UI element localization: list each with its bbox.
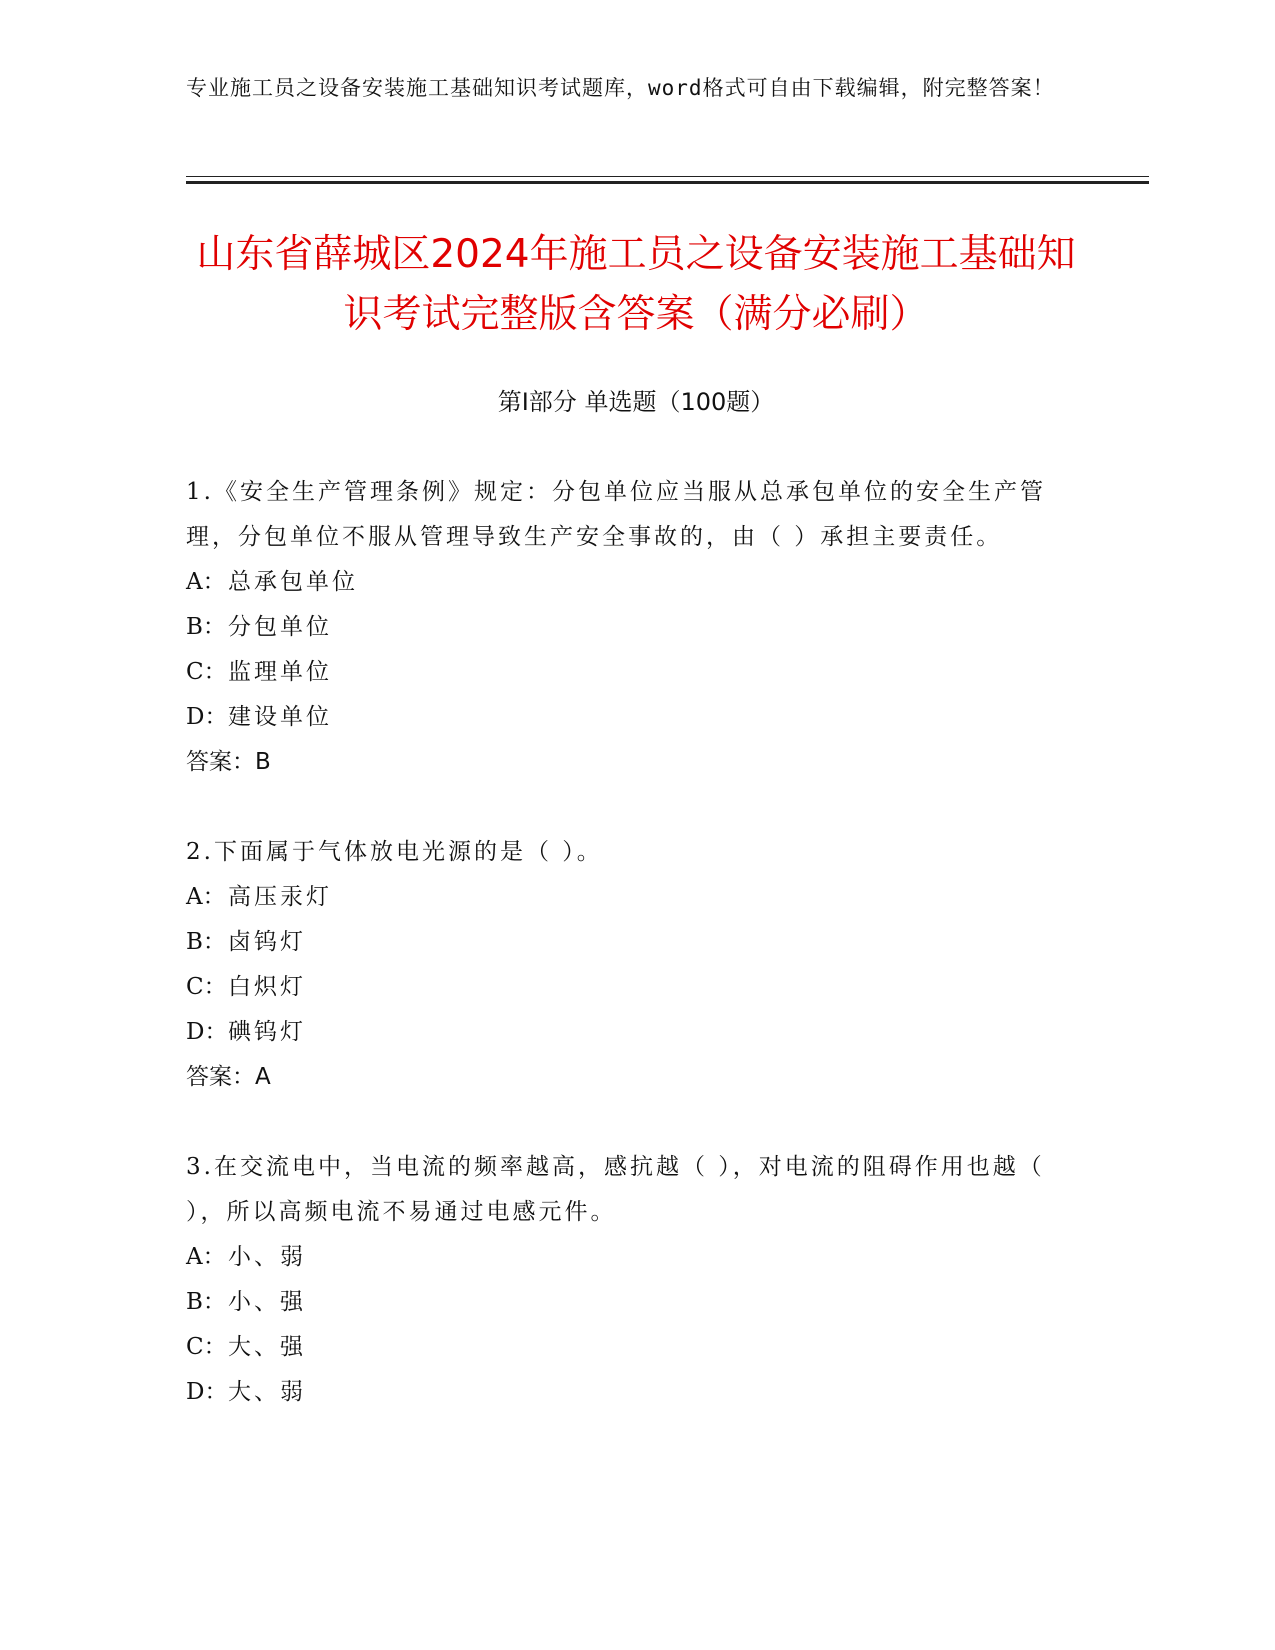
option-b <box>186 605 1066 650</box>
option-key: B： <box>186 929 226 955</box>
option-c <box>186 1325 1066 1370</box>
option-text: 大、强 <box>228 1334 306 1360</box>
answer-line <box>186 740 1066 785</box>
option-key: A： <box>186 884 226 910</box>
answer-value: A <box>255 1064 271 1090</box>
question-stem: 2.下面属于气体放电光源的是（ ）。 <box>186 839 603 865</box>
document-title: 山东省薛城区2024年施工员之设备安装施工基础知识考试完整版含答案（满分必刷） <box>196 232 1076 337</box>
option-text: 建设单位 <box>228 704 332 730</box>
option-text: 小、强 <box>228 1289 306 1315</box>
option-text: 分包单位 <box>228 614 332 640</box>
option-key: D： <box>186 1379 228 1405</box>
option-text: 小、弱 <box>228 1244 306 1270</box>
option-d <box>186 1370 1066 1415</box>
option-c <box>186 650 1066 695</box>
option-text: 碘钨灯 <box>228 1019 306 1045</box>
answer-label: 答案： <box>186 749 255 775</box>
option-a <box>186 560 1066 605</box>
question-3 <box>186 1145 1066 1415</box>
option-key: C： <box>186 974 227 1000</box>
option-d <box>186 695 1066 740</box>
option-a <box>186 875 1066 920</box>
option-text: 高压汞灯 <box>228 884 332 910</box>
question-1 <box>186 470 1066 785</box>
option-d <box>186 1010 1066 1055</box>
option-text: 卤钨灯 <box>228 929 306 955</box>
option-key: B： <box>186 614 226 640</box>
option-key: C： <box>186 1334 227 1360</box>
header-note: 专业施工员之设备安装施工基础知识考试题库，word格式可自由下载编辑，附完整答案！ <box>186 76 1055 100</box>
option-b <box>186 1280 1066 1325</box>
option-key: A： <box>186 1244 226 1270</box>
question-stem: 3.在交流电中，当电流的频率越高，感抗越（ ），对电流的阻碍作用也越（ ），所以高频电流不易通过电感元件。 <box>186 1154 1045 1225</box>
option-key: D： <box>186 704 228 730</box>
option-a <box>186 1235 1066 1280</box>
option-text: 大、弱 <box>228 1379 306 1405</box>
option-text: 监理单位 <box>228 659 332 685</box>
answer-line <box>186 1055 1066 1100</box>
question-2 <box>186 830 1066 1100</box>
option-key: D： <box>186 1019 228 1045</box>
answer-label: 答案： <box>186 1064 255 1090</box>
answer-value: B <box>255 749 271 775</box>
option-key: B： <box>186 1289 226 1315</box>
option-c <box>186 965 1066 1010</box>
question-list <box>186 470 1066 1460</box>
option-key: A： <box>186 569 226 595</box>
option-b <box>186 920 1066 965</box>
option-text: 白炽灯 <box>228 974 306 1000</box>
option-text: 总承包单位 <box>228 569 358 595</box>
question-stem: 1.《安全生产管理条例》规定：分包单位应当服从总承包单位的安全生产管理，分包单位不服从管理导致生产安全事故的，由（ ）承担主要责任。 <box>186 479 1046 550</box>
section-heading: 第I部分 单选题（100题） <box>497 388 775 416</box>
option-key: C： <box>186 659 227 685</box>
header-divider-thick <box>186 181 1149 184</box>
header-divider-thin <box>186 176 1149 177</box>
